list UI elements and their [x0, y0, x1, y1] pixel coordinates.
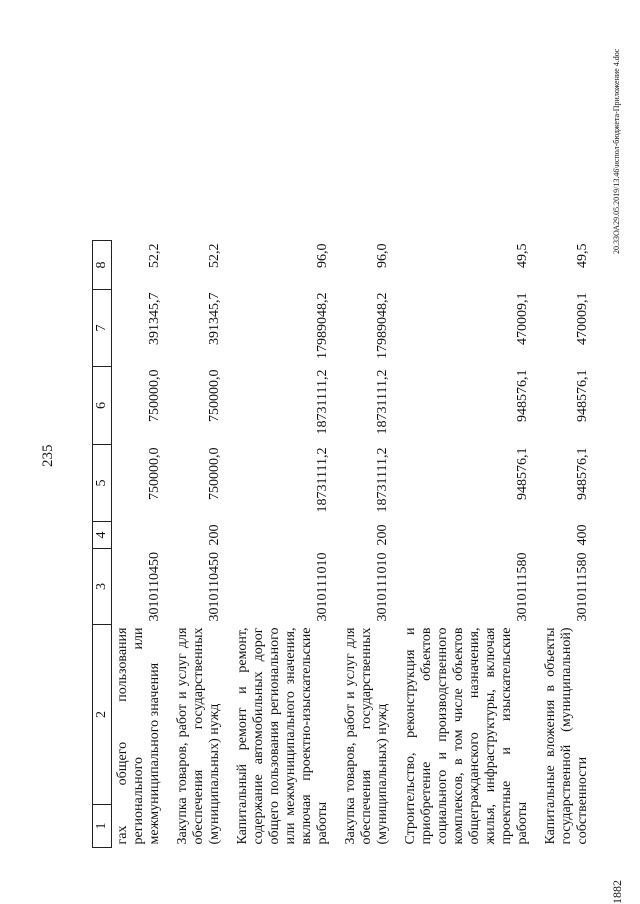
- header-cell: 1: [93, 805, 112, 848]
- footer-file-path: 20.3ЗОА29.05.2019/13.46\испол-бюджета-Приложение 4.doc: [612, 48, 621, 254]
- row-col8: 96,0: [375, 243, 390, 268]
- row-col6: 750000,0: [147, 369, 162, 422]
- row-col5: 750000,0: [207, 447, 222, 500]
- row-description: Закупка товаров, работ и услуг для обеспечения государственных (муниципальных) нужд: [343, 627, 390, 845]
- row-col7: 17989048,2: [315, 292, 330, 359]
- table-row: [225, 241, 333, 848]
- row-col5: 948576,1: [515, 447, 530, 500]
- table-row: [393, 241, 533, 848]
- table-row: [533, 241, 593, 848]
- row-col7: 391345,7: [147, 292, 162, 345]
- header-cell: 5: [93, 445, 112, 522]
- header-cell: 3: [93, 549, 112, 625]
- row-description: Строительство, реконструкция и приобретение объектов социального и производственного комплексов, в том числе объектов общегражданского назначения, жилья, инфраструктуры, включая проектные и изыскательские работы: [403, 627, 530, 845]
- row-col6: 18731111,2: [315, 369, 330, 435]
- header-cell: 7: [93, 290, 112, 367]
- row-description: Капитальные вложения в объекты государственной (муниципальной) собственности: [543, 627, 590, 845]
- header-row: [93, 241, 112, 848]
- row-col5: 18731111,2: [375, 447, 390, 513]
- header-cell: 2: [93, 625, 112, 805]
- row-col7: 470009,1: [515, 292, 530, 345]
- row-code: 3010111010: [315, 552, 330, 622]
- budget-table: [92, 240, 593, 848]
- header-cell: 6: [93, 367, 112, 445]
- page-mark: 1882: [610, 880, 624, 904]
- row-code: 3010110450: [207, 552, 222, 622]
- row-col8: 52,2: [207, 243, 222, 268]
- row-description: Капитальный ремонт и ремонт, содержание автомобильных дорог общего пользования регионального или межмуниципального значения, включая проектно-изыскательские работы: [235, 627, 330, 845]
- row-col8: 49,5: [515, 243, 530, 268]
- table-row: [112, 241, 166, 848]
- row-vr: 200: [375, 524, 390, 546]
- header-cell: 4: [93, 522, 112, 549]
- row-code: 3010111580: [515, 552, 530, 622]
- page-number: 235: [40, 444, 56, 467]
- row-vr: [393, 522, 533, 549]
- row-code: 3010111010: [375, 552, 390, 622]
- table-row: [333, 241, 393, 848]
- row-col6: 18731111,2: [375, 369, 390, 435]
- row-code: 3010111580: [575, 552, 590, 622]
- row-col5: 18731111,2: [315, 447, 330, 513]
- row-vr: [225, 522, 333, 549]
- row-col8: 52,2: [147, 243, 162, 268]
- table-row: [165, 241, 225, 848]
- header-cell: 8: [93, 241, 112, 290]
- row-col6: 948576,1: [575, 369, 590, 422]
- row-vr: 400: [575, 524, 590, 546]
- row-col7: 391345,7: [207, 292, 222, 345]
- row-col8: 96,0: [315, 243, 330, 268]
- row-vr: [112, 522, 166, 549]
- row-description: гах общего пользования регионального или межмуниципального значения: [115, 627, 162, 845]
- row-col6: 948576,1: [515, 369, 530, 422]
- row-col8: 49,5: [575, 243, 590, 268]
- row-col7: 17989048,2: [375, 292, 390, 359]
- row-vr: 200: [207, 524, 222, 546]
- row-col5: 948576,1: [575, 447, 590, 500]
- row-code: 3010110450: [147, 552, 162, 622]
- row-description: Закупка товаров, работ и услуг для обеспечения государственных (муниципальных) нужд: [175, 627, 222, 845]
- row-col6: 750000,0: [207, 369, 222, 422]
- row-col7: 470009,1: [575, 292, 590, 345]
- row-col5: 750000,0: [147, 447, 162, 500]
